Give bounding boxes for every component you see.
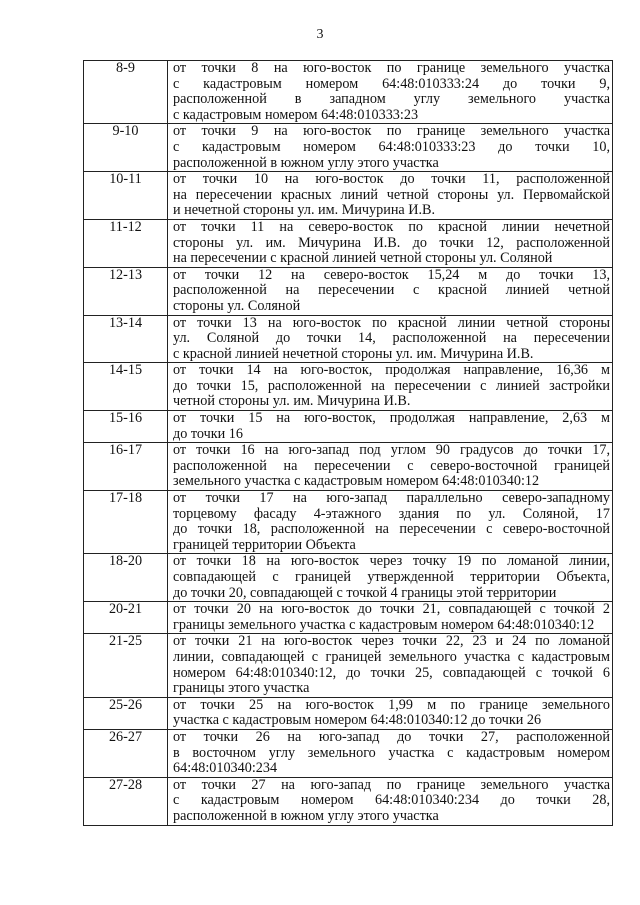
table-row xyxy=(84,267,613,315)
description-line: от точки 20 на юго-восток до точки 21, совпадающей с точкой 2 xyxy=(173,602,610,618)
description-line: с кадастровым номером 64:48:010333:24 до точки 9, xyxy=(173,76,610,92)
description-line: от точки 12 на северо-восток 15,24 м до точки 13, xyxy=(173,267,610,283)
description-line: от точки 9 на юго-восток по границе земельного участка xyxy=(173,124,610,140)
description-line: границей территории Объекта xyxy=(173,537,356,553)
description-line: с кадастровым номером 64:48:010340:234 до точки 28, xyxy=(173,793,610,809)
table-row xyxy=(84,697,613,729)
boundary-table xyxy=(83,60,613,826)
table-row xyxy=(84,172,613,220)
description-line: стороны ул. Соляной xyxy=(173,298,301,314)
description-cell xyxy=(168,363,613,411)
segment-cell: 26-27 xyxy=(84,729,168,777)
description-line: и нечетной стороны ул. им. Мичурина И.В. xyxy=(173,203,436,219)
description-cell xyxy=(168,697,613,729)
table-row xyxy=(84,315,613,363)
description-line: расположенной на пересечении с красной линией четной xyxy=(173,283,610,299)
segment-cell: 17-18 xyxy=(84,491,168,554)
description-line: с красной линией нечетной стороны ул. им. Мичурина И.В. xyxy=(173,346,534,362)
segment-cell: 18-20 xyxy=(84,554,168,602)
description-line: с кадастровым номером 64:48:010333:23 до точки 10, xyxy=(173,139,610,155)
description-line: расположенной в западном углу земельного участка xyxy=(173,92,610,108)
description-line: на пересечении красных линий четной стороны ул. Первомайской xyxy=(173,187,610,203)
description-line: земельного участка с кадастровым номером 64:48:010340:12 xyxy=(173,474,540,490)
table-row xyxy=(84,219,613,267)
description-line: от точки 17 на юго-запад параллельно северо-западному xyxy=(173,491,610,507)
description-cell xyxy=(168,602,613,634)
segment-cell: 10-11 xyxy=(84,172,168,220)
description-cell xyxy=(168,411,613,443)
description-cell xyxy=(168,443,613,491)
description-cell xyxy=(168,634,613,697)
description-line: границы этого участка xyxy=(173,681,310,697)
description-line: стороны ул. им. Мичурина И.В. до точки 12, расположенной xyxy=(173,235,610,251)
description-line: от точки 14 на юго-восток, продолжая направление, 16,36 м xyxy=(173,363,610,379)
page-number: 3 xyxy=(316,27,324,42)
description-line: на пересечении с красной линией четной стороны ул. Соляной xyxy=(173,251,553,267)
description-line: участка с кадастровым номером 64:48:010340:12 до точки 26 xyxy=(173,713,542,729)
table-row xyxy=(84,363,613,411)
description-line: линии, совпадающей с границей земельного участка с кадастровым xyxy=(173,649,610,665)
description-line: границы земельного участка с кадастровым номером 64:48:010340:12 xyxy=(173,617,595,633)
description-line: до точки 20, совпадающей с точкой 4 границы этой территории xyxy=(173,585,557,601)
table-row xyxy=(84,634,613,697)
segment-cell: 14-15 xyxy=(84,363,168,411)
segment-cell: 12-13 xyxy=(84,267,168,315)
table-row xyxy=(84,443,613,491)
table-row xyxy=(84,777,613,825)
segment-cell: 8-9 xyxy=(84,61,168,124)
description-line: от точки 16 на юго-запад под углом 90 градусов до точки 17, xyxy=(173,443,610,459)
description-line: до точки 18, расположенной на пересечении с северо-восточной xyxy=(173,522,610,538)
page-bottom-margin xyxy=(0,840,640,905)
description-line: от точки 10 на юго-восток до точки 11, расположенной xyxy=(173,172,610,188)
boundary-table-body xyxy=(84,61,613,826)
description-line: до точки 15, расположенной на пересечении с линией застройки xyxy=(173,378,610,394)
description-line: от точки 11 на северо-восток по красной линии нечетной xyxy=(173,219,610,235)
segment-cell: 21-25 xyxy=(84,634,168,697)
description-line: от точки 15 на юго-восток, продолжая направление, 2,63 м xyxy=(173,411,610,427)
segment-cell: 11-12 xyxy=(84,219,168,267)
description-line: четной стороны ул. им. Мичурина И.В. xyxy=(173,394,411,410)
description-line: номером 64:48:010340:12, до точки 25, совпадающей с точкой 6 xyxy=(173,665,610,681)
description-line: 64:48:010340:234 xyxy=(173,761,278,777)
table-row xyxy=(84,729,613,777)
description-cell xyxy=(168,124,613,172)
description-cell xyxy=(168,491,613,554)
description-line: от точки 21 на юго-восток через точки 22, 23 и 24 по ломаной xyxy=(173,634,610,650)
segment-cell: 15-16 xyxy=(84,411,168,443)
segment-cell: 25-26 xyxy=(84,697,168,729)
table-row xyxy=(84,602,613,634)
description-cell xyxy=(168,172,613,220)
boundary-table-container xyxy=(83,60,610,826)
description-line: до точки 16 xyxy=(173,426,243,442)
description-cell xyxy=(168,219,613,267)
description-cell xyxy=(168,777,613,825)
description-line: от точки 8 на юго-восток по границе земельного участка xyxy=(173,61,610,76)
description-cell xyxy=(168,267,613,315)
segment-cell: 20-21 xyxy=(84,602,168,634)
table-row xyxy=(84,491,613,554)
description-line: от точки 25 на юго-восток 1,99 м по границе земельного xyxy=(173,697,610,713)
description-line: расположенной в южном углу этого участка xyxy=(173,808,439,824)
table-row xyxy=(84,554,613,602)
segment-cell: 16-17 xyxy=(84,443,168,491)
segment-cell: 27-28 xyxy=(84,777,168,825)
description-line: расположенной на пересечении с северо-восточной границей xyxy=(173,458,610,474)
description-line: совпадающей с границей утвержденной территории Объекта, xyxy=(173,570,610,585)
description-line: ул. Соляной до точки 14, расположенной на пересечении xyxy=(173,331,610,347)
table-row xyxy=(84,61,613,124)
description-cell xyxy=(168,729,613,777)
description-line: в восточном углу земельного участка с кадастровым номером xyxy=(173,745,610,761)
description-line: от точки 27 на юго-запад по границе земельного участка xyxy=(173,777,610,793)
description-cell xyxy=(168,315,613,363)
description-cell xyxy=(168,554,613,602)
segment-cell: 9-10 xyxy=(84,124,168,172)
table-row xyxy=(84,411,613,443)
description-line: от точки 26 на юго-запад до точки 27, расположенной xyxy=(173,729,610,745)
description-line: от точки 13 на юго-восток по красной линии четной стороны xyxy=(173,315,610,331)
description-line: торцевому фасаду 4-этажного здания по ул. Соляной, 17 xyxy=(173,506,610,522)
description-cell xyxy=(168,61,613,124)
description-line: от точки 18 на юго-восток через точку 19 по ломаной линии, xyxy=(173,554,610,570)
description-line: расположенной в южном углу этого участка xyxy=(173,155,439,171)
table-row xyxy=(84,124,613,172)
segment-cell: 13-14 xyxy=(84,315,168,363)
description-line: с кадастровым номером 64:48:010333:23 xyxy=(173,107,419,123)
